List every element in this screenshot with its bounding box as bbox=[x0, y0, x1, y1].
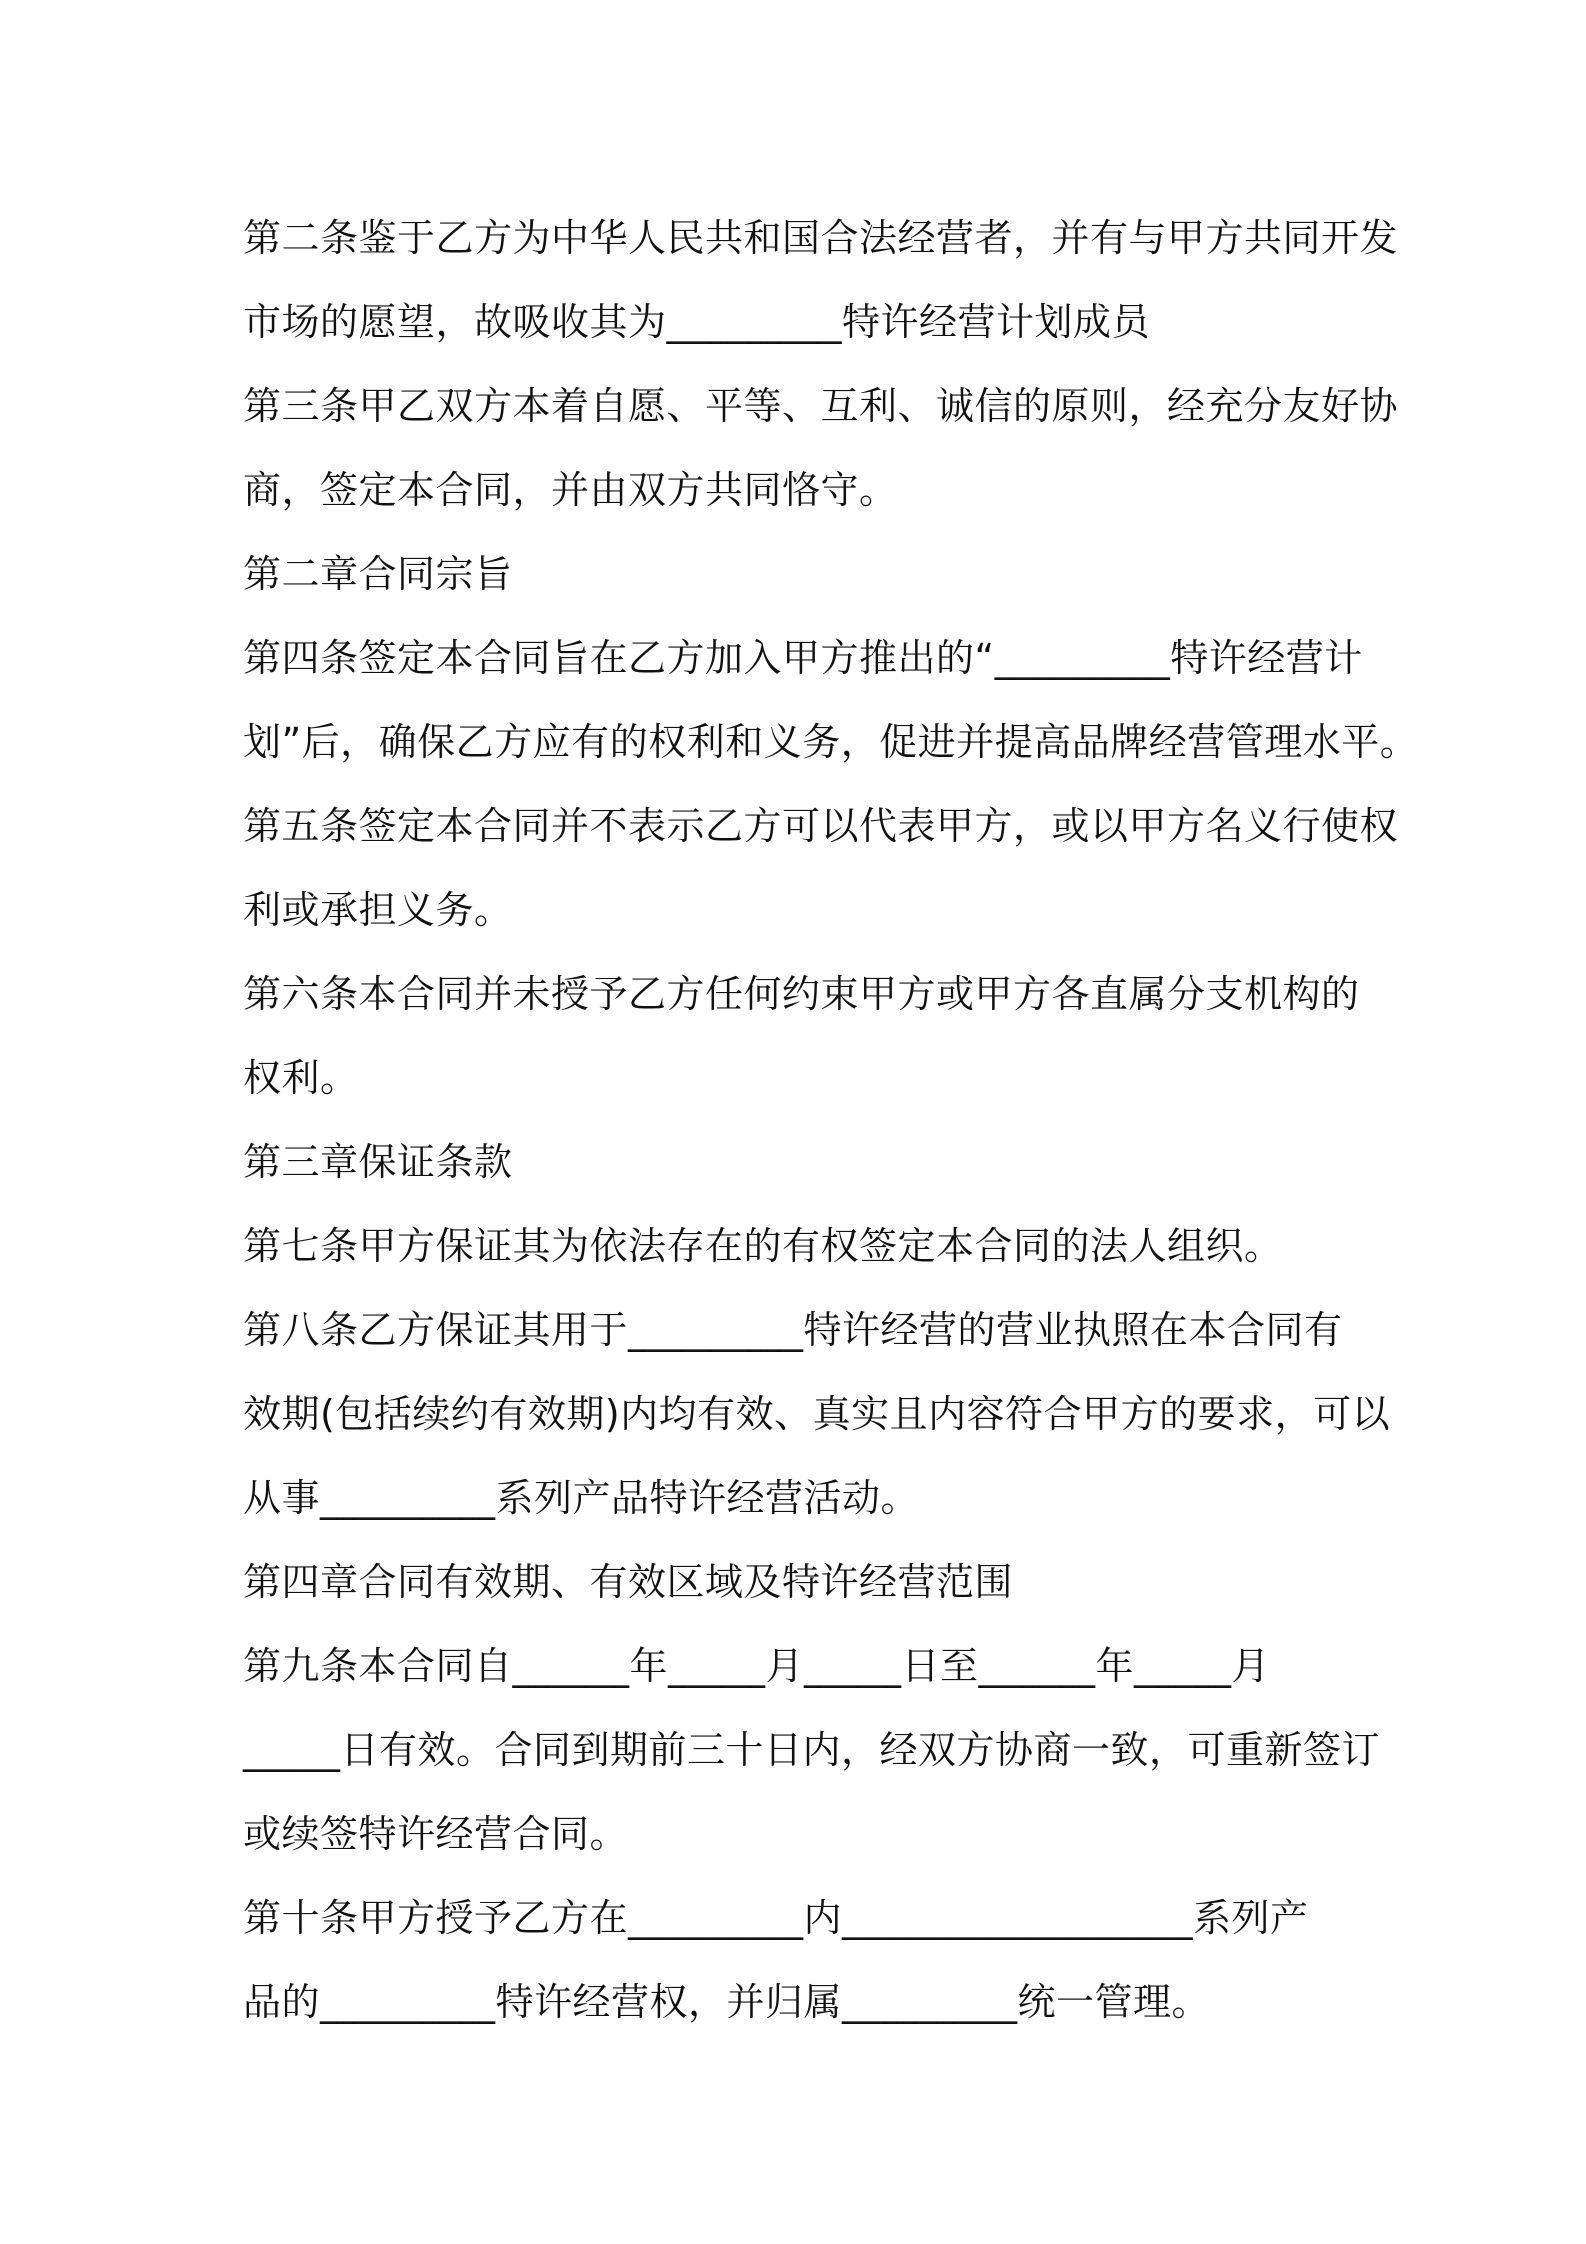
text-line: _____日有效。合同到期前三十日内，经双方协商一致，可重新签订 bbox=[243, 1728, 1381, 1772]
text-line: 第八条乙方保证其用于_________特许经营的营业执照在本合同有 bbox=[243, 1308, 1343, 1352]
text-line: 效期(包括续约有效期)内均有效、真实且内容符合甲方的要求，可以 bbox=[243, 1392, 1391, 1436]
text-line: 商，签定本合同，并由双方共同恪守。 bbox=[243, 468, 898, 512]
text-line: 市场的愿望，故吸收其为_________特许经营计划成员 bbox=[243, 300, 1151, 344]
text-line: 利或承担义务。 bbox=[243, 888, 513, 932]
text-line: 或续签特许经营合同。 bbox=[243, 1812, 629, 1856]
chapter-heading: 第二章合同宗旨 bbox=[243, 552, 513, 596]
text-line: 权利。 bbox=[243, 1056, 359, 1100]
text-line: 品的_________特许经营权，并归属_________统一管理。 bbox=[243, 1980, 1211, 2024]
chapter-heading: 第三章保证条款 bbox=[243, 1140, 513, 1184]
text-line: 第五条签定本合同并不表示乙方可以代表甲方，或以甲方名义行使权 bbox=[243, 804, 1399, 848]
text-line: 第二条鉴于乙方为中华人民共和国合法经营者，并有与甲方共同开发 bbox=[243, 216, 1399, 260]
text-line: 第三条甲乙双方本着自愿、平等、互利、诚信的原则，经充分友好协 bbox=[243, 384, 1399, 428]
text-line: 第四条签定本合同旨在乙方加入甲方推出的“_________特许经营计 bbox=[243, 636, 1363, 680]
text-line: 从事_________系列产品特许经营活动。 bbox=[243, 1476, 920, 1520]
document-page bbox=[243, 196, 1419, 2044]
text-line: 第九条本合同自______年_____月_____日至______年_____月 bbox=[243, 1644, 1271, 1688]
text-line: 第七条甲方保证其为依法存在的有权签定本合同的法人组织。 bbox=[243, 1224, 1283, 1268]
text-line: 第六条本合同并未授予乙方任何约束甲方或甲方各直属分支机构的 bbox=[243, 972, 1360, 1016]
text-line: 第十条甲方授予乙方在_________内__________________系列产 bbox=[243, 1896, 1309, 1940]
text-line: 划”后，确保乙方应有的权利和义务，促进并提高品牌经营管理水平。 bbox=[243, 720, 1419, 764]
chapter-heading: 第四章合同有效期、有效区域及特许经营范围 bbox=[243, 1560, 1014, 1604]
